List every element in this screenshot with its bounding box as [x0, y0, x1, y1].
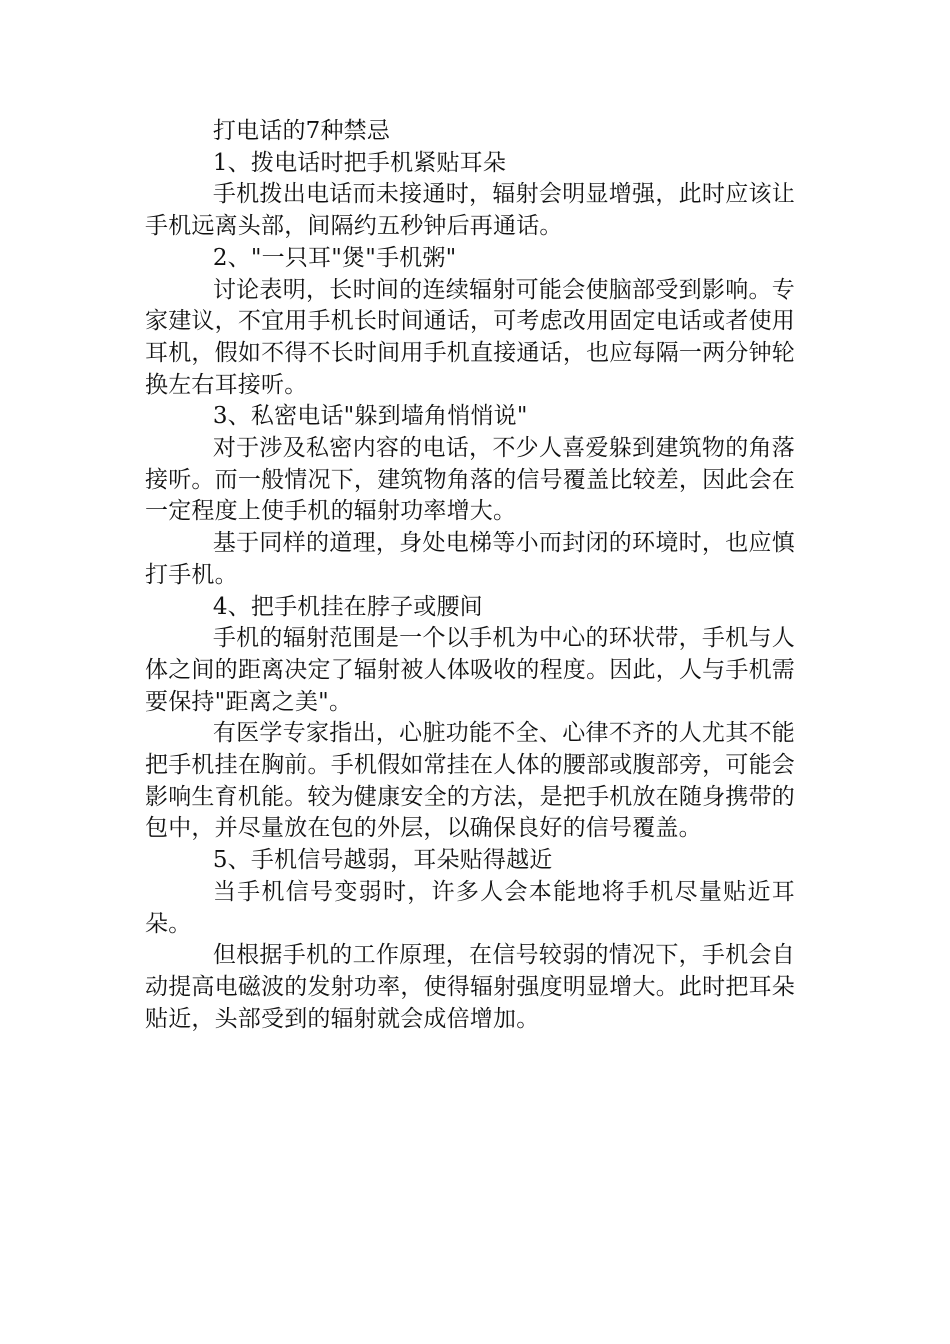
paragraph: 当手机信号变弱时，许多人会本能地将手机尽量贴近耳朵。 [145, 878, 795, 937]
paragraph: 对于涉及私密内容的电话，不少人喜爱躲到建筑物的角落接听。而一般情况下，建筑物角落的信号覆盖比较差，因此会在一定程度上使手机的辐射功率增大。 [145, 435, 795, 525]
paragraph: 有医学专家指出，心脏功能不全、心律不齐的人尤其不能把手机挂在胸前。手机假如常挂在人体的腰部或腹部旁，可能会影响生育机能。较为健康安全的方法，是把手机放在随身携带的包中，并尽量放在包的外层，以确保良好的信号覆盖。 [145, 720, 795, 842]
paragraph: 手机拨出电话而未接通时，辐射会明显增强，此时应该让手机远离头部，间隔约五秒钟后再通话。 [145, 181, 795, 240]
paragraph: 手机的辐射范围是一个以手机为中心的环状带，手机与人体之间的距离决定了辐射被人体吸收的程度。因此，人与手机需要保持"距离之美"。 [145, 625, 795, 715]
section-heading-3: 3、私密电话"躲到墙角悄悄说" [212, 403, 528, 430]
paragraph: 但根据手机的工作原理，在信号较弱的情况下，手机会自动提高电磁波的发射功率，使得辐射强度明显增大。此时把耳朵贴近，头部受到的辐射就会成倍增加。 [145, 942, 795, 1032]
section-heading-5: 5、手机信号越弱，耳朵贴得越近 [212, 847, 553, 874]
document-title: 打电话的7种禁忌 [212, 118, 391, 144]
section-heading-4: 4、把手机挂在脖子或腰间 [212, 593, 483, 620]
paragraph: 讨论表明，长时间的连续辐射可能会使脑部受到影响。专家建议，不宜用手机长时间通话，可考虑改用固定电话或者使用耳机，假如不得不长时间用手机直接通话，也应每隔一两分钟轮换左右耳接听。 [145, 276, 795, 398]
document-body [145, 116, 795, 1035]
section-heading-2: 2、"一只耳"煲"手机粥" [212, 244, 457, 271]
paragraph: 基于同样的道理，身处电梯等小而封闭的环境时，也应慎打手机。 [145, 530, 795, 588]
section-heading-1: 1、拨电话时把手机紧贴耳朵 [212, 149, 507, 176]
